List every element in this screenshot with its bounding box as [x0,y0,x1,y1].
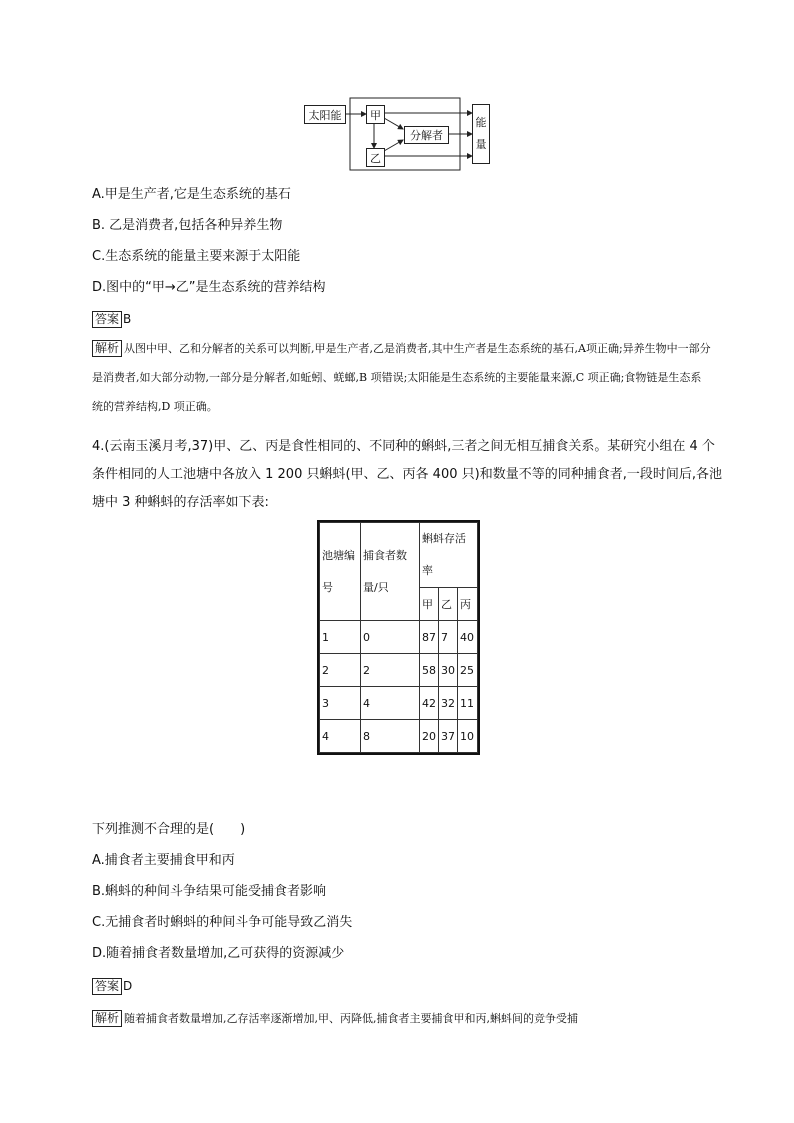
q3-answer [92,311,131,328]
q4-answer [92,978,132,995]
decomposer-label: 分解者 [410,129,443,142]
cell-predator: 4 [361,687,420,720]
energy-label-top: 能 [475,116,487,129]
cell-yi: 37 [439,720,458,753]
q3-explanation [92,334,712,421]
sun-energy-box [304,105,346,124]
q4-prompt: 下列推测不合理的是( ) [92,822,246,837]
sub-header-yi: 乙 [439,588,458,621]
q3-explanation-text: 从图中甲、乙和分解者的关系可以判断,甲是生产者,乙是消费者,其中生产者是生态系统的基石,A项正确;异养生物中一部分是消费者,如大部分动物,一部分是分解者,如蚯蚓、蜣螂,B 项错误;太阳能是生态系统的主要能量来源,C 项正确;食物链是生态系统的营养结构,D 项正确。 [92,342,711,413]
header-pond: 池塘编号 [320,523,361,621]
ecosystem-diagram [300,96,500,172]
cell-bing: 11 [458,687,478,720]
cell-bing: 10 [458,720,478,753]
cell-yi: 32 [439,687,458,720]
cell-pond: 2 [320,654,361,687]
table-row [320,720,478,753]
header-predator: 捕食者数量/只 [361,523,420,621]
q4-answer-tag: 答案 [92,978,122,995]
q4-option-c: C.无捕食者时蝌蚪的种间斗争可能导致乙消失 [92,915,353,930]
cell-jia: 58 [420,654,439,687]
cell-bing: 40 [458,621,478,654]
q4-option-d: D.随着捕食者数量增加,乙可获得的资源减少 [92,946,345,961]
q4-option-b: B.蝌蚪的种间斗争结果可能受捕食者影响 [92,884,327,899]
yi-box [366,148,385,167]
cell-predator: 8 [361,720,420,753]
q3-answer-tag: 答案 [92,311,122,328]
cell-jia: 20 [420,720,439,753]
q3-option-b: B. 乙是消费者,包括各种异养生物 [92,218,283,233]
q4-answer-value: D [123,979,133,993]
q3-answer-value: B [123,312,132,326]
cell-predator: 2 [361,654,420,687]
sub-header-bing: 丙 [458,588,478,621]
jia-box [366,105,385,124]
q3-option-c: C.生态系统的能量主要来源于太阳能 [92,249,301,264]
cell-predator: 0 [361,621,420,654]
q3-option-d: D.图中的“甲→乙”是生态系统的营养结构 [92,280,326,295]
yi-label: 乙 [370,151,381,165]
q4-option-a: A.捕食者主要捕食甲和丙 [92,853,235,868]
energy-box [472,104,490,164]
q4-explanation [92,1004,712,1033]
cell-pond: 4 [320,720,361,753]
table-row [320,654,478,687]
jia-label: 甲 [370,108,381,122]
header-survival: 蝌蚪存活率 [420,523,478,588]
sub-header-jia: 甲 [420,588,439,621]
cell-jia: 87 [420,621,439,654]
cell-jia: 42 [420,687,439,720]
q3-option-a: A.甲是生产者,它是生态系统的基石 [92,187,291,202]
decomposer-box [404,126,449,144]
cell-yi: 7 [439,621,458,654]
energy-label-bottom: 量 [475,138,487,151]
cell-pond: 3 [320,687,361,720]
q4-explain-tag: 解析 [92,1010,122,1027]
q3-explain-tag: 解析 [92,340,122,357]
survival-table [317,520,480,755]
q4-stem: 4.(云南玉溪月考,37)甲、乙、丙是食性相同的、不同种的蝌蚪,三者之间无相互捕食关系。某研究小组在 4 个条件相同的人工池塘中各放入 1 200 只蝌蚪(甲、乙、丙各 400 只)和数量不等的同种捕食者,一段时间后,各池塘中 3 种蝌蚪的存活率如下表: [92,439,722,510]
cell-pond: 1 [320,621,361,654]
cell-yi: 30 [439,654,458,687]
cell-bing: 25 [458,654,478,687]
table-row [320,621,478,654]
q4-explanation-text: 随着捕食者数量增加,乙存活率逐渐增加,甲、丙降低,捕食者主要捕食甲和丙,蝌蚪间的竞争受捕 [124,1012,578,1025]
table-row [320,687,478,720]
sun-energy-label: 太阳能 [308,108,342,122]
